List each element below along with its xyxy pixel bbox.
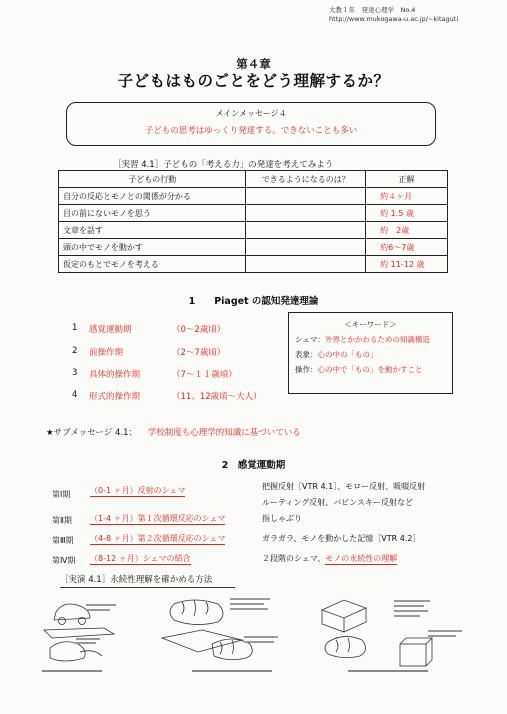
period-label: 第Ⅲ期 [52,536,74,545]
behavior-table [58,170,448,273]
main-message-body: 子どもの思考はゆっくり発達する。できないことも多い [144,126,358,136]
column-header: 子どもの行動 [59,171,246,188]
page-header [329,6,489,24]
behavior-cell: 仮定のもとでモノを考える [59,256,246,273]
period-name-text: （1-4 ヶ月）第１次循環反応のシェマ [90,514,226,523]
table-row [59,222,448,239]
stage-name: 前操作期 [89,348,124,358]
stage-age: （7〜１１歳頃） [172,370,237,380]
column-header: できるようになるのは？ [246,171,366,188]
period-desc: ガラガラ、モノを動かした記憶［VTR 4.2］ [262,534,421,543]
keyword-def: 心の中で「もの」を動かすこと [317,365,423,374]
section2-title: 2 感覚運動期 [221,460,286,471]
keyword-def: 外界とかかわるための知識構造 [324,335,430,344]
period-name-text: （4-8 ヶ月）第２次循環反応のシェマ [90,534,226,543]
correct-cell: 約 2歳 [366,222,448,239]
illustration-box [308,590,468,678]
stage-age: （11、12歳頃〜大人） [172,392,262,402]
illustration-toy-car [36,590,146,678]
period-name [90,533,225,544]
stage-num: 3 [72,368,78,378]
chapter-label: 第４章 [236,57,271,71]
period-desc2: ルーティング反射、バビンスキー反射など [262,498,413,507]
stage-num: 1 [72,323,78,333]
keyword-item [295,362,446,377]
answer-cell[interactable] [246,256,366,273]
main-message-title: メインメッセージ４ [215,109,287,118]
answer-cell[interactable] [246,188,366,205]
period-desc: 把握反射［VTR 4.1］、モロー反射、吸啜反射 [262,482,426,491]
period-label: 第Ⅱ期 [52,516,72,525]
correct-cell: 約 11-12 歳 [366,256,448,273]
behavior-cell: 頭の中でモノを動かす [59,239,246,256]
period-label: 第Ⅰ期 [52,490,71,499]
keyword-item [295,347,446,362]
sub-message-label: ★サブメッセージ 4.1： [46,428,137,438]
behavior-cell: 自分の反応とモノとの関係が分かる [59,188,246,205]
stage-name: 形式的操作期 [89,392,141,402]
stage-num: 2 [72,346,78,356]
behavior-cell: 文章を話す [59,222,246,239]
table-header-row [59,171,448,188]
keyword-term: 表象： [295,350,318,359]
stage-age: （0〜2歳頃） [172,325,226,335]
header-course: 大教１年 発達心理学 No.4 [329,6,416,14]
period-name-text: （8-12 ヶ月）シェマの結合 [90,554,191,563]
keyword-def: 心の中の「もの」 [317,350,378,359]
chapter-title: 子どもはものごとをどう理解するか？ [117,72,390,90]
stage-age: （2〜7歳頃） [172,348,226,358]
period-desc-text: ２段階のシェマ、 [262,554,326,563]
stage-name: 感覚運動期 [89,325,132,335]
period-label: 第Ⅳ期 [52,556,76,565]
table-row [59,188,448,205]
period-name [90,485,185,496]
exercise-title: ［実習 4.1］子どもの「考える力」の発達を考えてみよう [113,160,334,170]
keyword-title: ＜キーワード＞ [344,320,397,329]
period-desc-highlight: モノの永続性の理解 [325,554,398,563]
stage-name: 具体的操作期 [89,370,141,380]
answer-cell[interactable] [246,239,366,256]
correct-cell: 約４ヶ月 [366,188,448,205]
table-row [59,205,448,222]
period-name-text: （0-1 ヶ月）反射のシェマ [90,486,186,495]
section1-title: 1 Piaget の認知発達理論 [188,296,319,307]
practice-title: ［実演 4.1］永続性理解を確かめる方法 [60,573,235,588]
header-url: http://www.mukogawa-u.ac.jp/~kitaguti [329,15,459,23]
correct-cell: 約6〜7歳 [366,239,448,256]
illustration-blanket [152,590,302,678]
behavior-cell: 目の前にないモノを思う [59,205,246,222]
answer-cell[interactable] [246,205,366,222]
period-name [90,553,191,564]
table-row [59,239,448,256]
period-desc: 指しゃぶり [262,514,302,523]
stage-num: 4 [72,390,78,400]
sub-message [46,426,301,438]
keyword-item [295,332,446,347]
column-header: 正解 [366,171,448,188]
sub-message-text: 学校制度も心理学的知識に基づいている [147,428,301,438]
period-name [90,513,225,524]
answer-cell[interactable] [246,222,366,239]
main-message-box [66,102,436,146]
keyword-box [288,312,453,394]
correct-cell: 約 1.5 歳 [366,205,448,222]
period-desc [262,553,397,564]
keyword-term: シェマ： [295,335,325,344]
keyword-term: 操作： [295,365,318,374]
table-row [59,256,448,273]
